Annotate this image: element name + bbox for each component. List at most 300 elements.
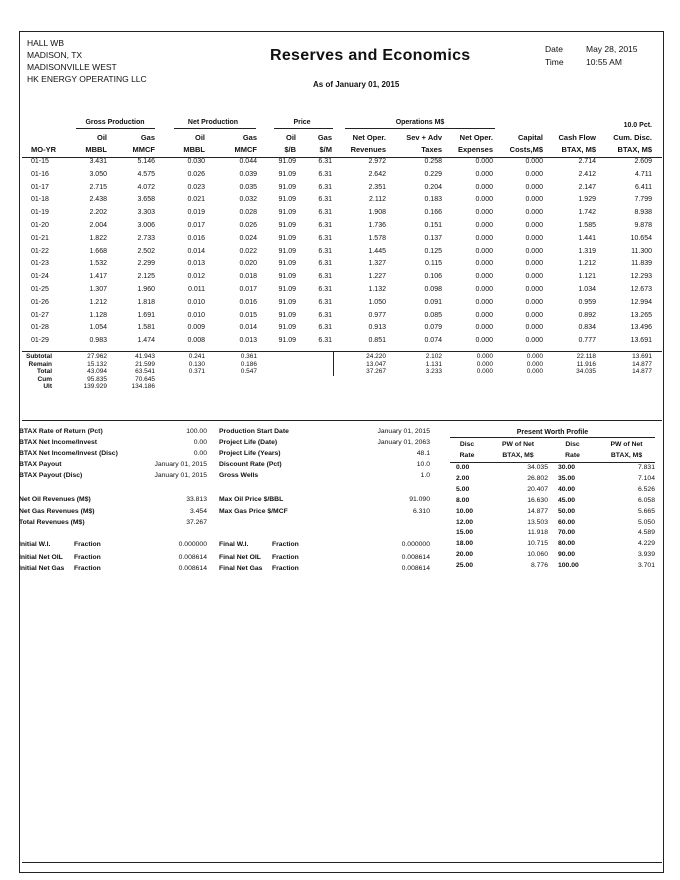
total-cell: 0.000 <box>526 368 543 376</box>
pw-cell: 3.939 <box>637 551 655 559</box>
table-cell: 1.034 <box>578 286 596 293</box>
table-cell: 0.137 <box>424 234 442 242</box>
total-cell: 13.691 <box>632 353 652 360</box>
total-cell: 41.943 <box>135 353 155 360</box>
group-price: Price <box>293 119 311 126</box>
table-cell: 6.31 <box>318 158 332 165</box>
total-cell: 22.118 <box>576 353 596 360</box>
table-cell: 0.151 <box>424 222 442 229</box>
pw-cell: 3.701 <box>637 562 655 570</box>
report-title: Reserves and Economics <box>270 47 471 64</box>
table-cell: 0.035 <box>239 183 257 191</box>
total-label: Subtotal <box>26 353 52 360</box>
date-value: May 28, 2015 <box>586 44 638 54</box>
table-cell: 3.050 <box>89 170 107 178</box>
table-cell: 6.31 <box>318 286 332 293</box>
pw-cell: 18.00 <box>456 540 474 548</box>
month-year-cell: 01-21 <box>31 234 49 242</box>
table-cell: 0.959 <box>578 298 596 306</box>
table-cell: 1.054 <box>89 324 107 332</box>
table-cell: 91.09 <box>278 183 296 191</box>
table-cell: 2.502 <box>137 247 155 255</box>
table-cell: 0.000 <box>525 337 543 345</box>
pw-cell: 10.00 <box>456 507 474 515</box>
table-cell: 0.017 <box>239 286 257 293</box>
month-year-cell: 01-28 <box>31 324 49 332</box>
table-cell: 0.019 <box>187 209 205 217</box>
fraction-value: 0.000000 <box>401 541 430 548</box>
pw-header: BTAX, M$ <box>502 452 534 459</box>
total-cell: 34.035 <box>576 368 596 376</box>
column-header: Capital <box>517 133 543 142</box>
summary-value: 91.090 <box>409 496 430 503</box>
table-cell: 0.000 <box>525 222 543 229</box>
column-header: Oil <box>194 133 205 142</box>
table-cell: 0.014 <box>239 324 257 332</box>
pw-header: BTAX, M$ <box>610 452 643 459</box>
table-cell: 6.31 <box>318 260 332 268</box>
table-cell: 0.892 <box>578 311 596 319</box>
table-cell: 0.015 <box>239 311 257 319</box>
table-cell: 2.715 <box>89 183 107 191</box>
pw-cell: 20.407 <box>527 485 548 493</box>
table-cell: 1.132 <box>368 286 386 293</box>
fraction-unit: Fraction <box>74 541 101 548</box>
table-cell: 1.668 <box>89 247 107 255</box>
table-cell: 0.074 <box>424 337 442 345</box>
table-cell: 0.021 <box>187 196 205 204</box>
table-cell: 0.000 <box>525 311 543 319</box>
column-header: MBBL <box>85 145 107 154</box>
table-cell: 0.258 <box>424 158 442 165</box>
pw-header: Rate <box>565 452 580 459</box>
table-cell: 3.658 <box>137 196 155 204</box>
table-cell: 91.09 <box>278 222 296 229</box>
summary-value: January 01, 2015 <box>377 428 430 435</box>
month-year-cell: 01-24 <box>31 273 49 281</box>
table-cell: 13.496 <box>630 324 652 332</box>
total-cell: 11.916 <box>576 360 596 368</box>
table-cell: 0.000 <box>475 247 493 255</box>
total-cell: 0.361 <box>240 353 257 360</box>
table-cell: 3.303 <box>137 209 155 217</box>
column-header: MMCF <box>132 145 155 154</box>
column-header: Revenues <box>350 145 386 154</box>
table-cell: 0.018 <box>239 273 257 281</box>
table-cell: 91.09 <box>278 337 296 345</box>
table-cell: 0.011 <box>188 286 205 293</box>
pw-header: Rate <box>459 452 475 459</box>
table-cell: 0.024 <box>239 234 257 242</box>
column-header: Gas <box>317 133 332 142</box>
underline-gross <box>76 128 155 129</box>
column-header: BTAX, M$ <box>617 145 652 154</box>
fraction-label: Final Net OIL <box>219 554 261 561</box>
month-year-cell: 01-17 <box>31 183 49 191</box>
well-name: HALL WB <box>27 38 65 48</box>
table-cell: 2.972 <box>368 158 386 165</box>
table-cell: 0.229 <box>424 170 442 178</box>
date-label: Date <box>545 44 563 54</box>
table-cell: 6.31 <box>318 247 332 255</box>
total-cell: 0.000 <box>476 360 493 368</box>
table-cell: 0.010 <box>187 311 205 319</box>
table-cell: 12.293 <box>630 273 652 281</box>
column-header: MBBL <box>183 145 205 154</box>
summary-label: Total Revenues (M$) <box>19 519 85 526</box>
total-cell: 14.877 <box>632 360 652 368</box>
month-year-cell: 01-19 <box>31 209 49 217</box>
pw-cell: 35.00 <box>558 474 576 482</box>
fraction-label: Final Net Gas <box>219 565 263 572</box>
total-cell: 1.131 <box>425 360 442 368</box>
table-cell: 2.438 <box>89 196 107 204</box>
summary-value: 3.454 <box>189 508 207 515</box>
table-cell: 0.026 <box>239 222 257 229</box>
table-cell: 0.913 <box>368 324 386 332</box>
table-cell: 2.642 <box>368 170 386 178</box>
table-cell: 0.183 <box>424 196 442 204</box>
table-cell: 0.016 <box>239 298 257 306</box>
table-cell: 13.691 <box>630 337 652 345</box>
fraction-unit: Fraction <box>272 541 299 548</box>
table-cell: 0.020 <box>239 260 257 268</box>
table-cell: 2.412 <box>578 170 596 178</box>
table-cell: 1.319 <box>578 247 596 255</box>
table-cell: 7.799 <box>634 196 652 204</box>
table-cell: 0.032 <box>239 196 257 204</box>
fraction-value: 0.008614 <box>178 565 207 572</box>
table-cell: 0.017 <box>187 222 205 229</box>
pw-cell: 4.589 <box>637 529 655 537</box>
time-label: Time <box>545 57 564 67</box>
pw-cell: 100.00 <box>558 562 579 570</box>
column-header: MMCF <box>234 145 257 154</box>
table-cell: 1.474 <box>137 337 155 345</box>
total-cell: 21.599 <box>135 360 155 368</box>
pw-cell: 80.00 <box>558 540 576 548</box>
summary-label: BTAX Payout <box>19 461 62 468</box>
fraction-value: 0.008614 <box>178 554 207 561</box>
total-cell: 0.000 <box>526 353 543 360</box>
summary-value: 37.267 <box>186 519 207 526</box>
table-cell: 11.300 <box>631 247 652 255</box>
table-cell: 0.000 <box>525 273 543 281</box>
pw-cell: 50.00 <box>558 507 576 515</box>
pw-cell: 11.918 <box>527 529 548 537</box>
table-cell: 1.929 <box>578 196 596 204</box>
table-cell: 91.09 <box>278 196 296 204</box>
summary-label: Discount Rate (Pct) <box>219 461 282 468</box>
table-cell: 0.000 <box>525 298 543 306</box>
summary-label: Max Gas Price $/MCF <box>219 508 288 515</box>
group-gross-production: Gross Production <box>85 119 145 126</box>
pw-cell: 34.035 <box>527 464 548 471</box>
total-cell: 0.000 <box>476 353 493 360</box>
pw-cell: 12.00 <box>456 518 474 526</box>
table-cell: 0.106 <box>424 273 442 281</box>
table-cell: 6.31 <box>318 273 332 281</box>
pw-cell: 10.060 <box>527 551 548 559</box>
summary-label: Production Start Date <box>219 428 289 435</box>
summary-label: BTAX Rate of Return (Pct) <box>19 428 103 435</box>
table-cell: 3.006 <box>137 222 155 229</box>
total-cell: 24.220 <box>366 353 386 360</box>
table-cell: 0.028 <box>239 209 257 217</box>
table-cell: 1.417 <box>89 273 107 281</box>
pw-cell: 7.831 <box>637 464 655 471</box>
table-cell: 6.31 <box>318 170 332 178</box>
total-cell: 2.102 <box>425 353 442 360</box>
table-cell: 2.004 <box>89 222 107 229</box>
column-header: Net Oper. <box>459 133 493 142</box>
total-cell: 13.047 <box>366 360 386 368</box>
table-cell: 0.010 <box>187 298 205 306</box>
pw-cell: 5.665 <box>637 507 655 515</box>
pw-cell: 4.229 <box>637 540 655 548</box>
table-cell: 6.31 <box>318 196 332 204</box>
pw-cell: 10.715 <box>527 540 548 548</box>
table-cell: 91.09 <box>278 170 296 178</box>
summary-value: 1.0 <box>420 472 430 479</box>
table-cell: 2.112 <box>369 196 386 204</box>
total-cell: 37.267 <box>366 368 386 376</box>
table-cell: 1.908 <box>368 209 386 217</box>
table-cell: 0.000 <box>525 183 543 191</box>
table-cell: 0.091 <box>424 298 442 306</box>
month-year-cell: 01-20 <box>31 222 49 229</box>
pw-cell: 20.00 <box>456 551 474 559</box>
total-cell: 0.186 <box>240 360 257 368</box>
total-cell: 134.186 <box>131 383 155 391</box>
table-cell: 1.227 <box>368 273 386 281</box>
table-cell: 0.000 <box>525 286 543 293</box>
column-header: Net Oper. <box>352 133 386 142</box>
table-cell: 0.039 <box>239 170 257 178</box>
table-cell: 12.673 <box>630 286 652 293</box>
table-cell: 11.839 <box>631 260 652 268</box>
table-cell: 0.000 <box>475 311 493 319</box>
underline-operations <box>345 128 495 129</box>
total-cell: 43.094 <box>87 368 107 376</box>
table-cell: 8.938 <box>634 209 652 217</box>
table-cell: 91.09 <box>278 311 296 319</box>
table-cell: 2.299 <box>137 260 155 268</box>
table-cell: 91.09 <box>278 324 296 332</box>
underline-net <box>174 128 256 129</box>
table-cell: 0.000 <box>475 158 493 165</box>
table-cell: 0.000 <box>475 273 493 281</box>
summary-value: 33.813 <box>186 496 207 503</box>
table-cell: 0.012 <box>187 273 205 281</box>
table-cell: 0.000 <box>525 209 543 217</box>
field-name: MADISONVILLE WEST <box>27 62 117 72</box>
operator-name: HK ENERGY OPERATING LLC <box>27 74 147 84</box>
table-cell: 6.31 <box>318 337 332 345</box>
table-cell: 91.09 <box>278 260 296 268</box>
table-cell: 1.327 <box>368 260 386 268</box>
column-header: Cash Flow <box>558 133 596 142</box>
table-cell: 3.431 <box>89 158 107 165</box>
table-cell: 0.044 <box>239 158 257 165</box>
table-cell: 0.834 <box>578 324 596 332</box>
table-cell: 6.31 <box>318 183 332 191</box>
summary-label: BTAX Payout (Disc) <box>19 472 83 479</box>
table-cell: 1.736 <box>368 222 386 229</box>
table-cell: 2.147 <box>578 183 596 191</box>
table-cell: 1.121 <box>578 273 596 281</box>
table-cell: 0.000 <box>475 196 493 204</box>
table-cell: 1.307 <box>89 286 107 293</box>
table-cell: 0.023 <box>187 183 205 191</box>
fraction-label: Initial Net Gas <box>19 565 65 572</box>
summary-label: Net Gas Revenues (M$) <box>19 508 95 515</box>
as-of-date: As of January 01, 2015 <box>313 80 400 89</box>
pw-header: Disc <box>565 441 580 448</box>
fraction-unit: Fraction <box>74 565 101 572</box>
pct-label: 10.0 Pct. <box>623 122 652 129</box>
table-cell: 0.977 <box>368 311 386 319</box>
group-net-production: Net Production <box>187 119 239 126</box>
subtotal-rule <box>22 351 662 352</box>
column-header: $/M <box>319 145 332 154</box>
table-cell: 2.125 <box>137 273 155 281</box>
total-cell: 27.962 <box>87 353 107 360</box>
summary-value: 10.0 <box>416 461 430 468</box>
table-cell: 5.146 <box>137 158 155 165</box>
table-cell: 91.09 <box>278 298 296 306</box>
table-cell: 0.000 <box>475 209 493 217</box>
table-cell: 1.822 <box>89 234 107 242</box>
total-cell: 3.233 <box>425 368 442 376</box>
summary-value: 0.00 <box>193 450 207 457</box>
table-cell: 91.09 <box>278 234 296 242</box>
column-header: $/B <box>284 145 296 154</box>
total-cell: 139.929 <box>83 383 107 391</box>
table-cell: 0.014 <box>187 247 205 255</box>
total-cell: 0.371 <box>188 368 205 376</box>
fraction-value: 0.000000 <box>178 541 207 548</box>
fraction-unit: Fraction <box>272 565 299 572</box>
table-cell: 0.000 <box>525 196 543 204</box>
table-cell: 1.585 <box>578 222 596 229</box>
table-cell: 0.000 <box>525 170 543 178</box>
column-header: Sev + Adv <box>406 133 442 142</box>
table-cell: 0.125 <box>424 247 442 255</box>
bottom-rule <box>22 862 662 863</box>
summary-value: January 01, 2063 <box>377 439 430 446</box>
table-cell: 1.212 <box>578 260 596 268</box>
table-cell: 0.115 <box>425 260 442 268</box>
column-header: Oil <box>285 133 296 142</box>
table-cell: 4.711 <box>635 170 652 178</box>
table-cell: 1.581 <box>137 324 155 332</box>
table-cell: 1.441 <box>578 234 596 242</box>
pw-cell: 26.802 <box>527 474 548 482</box>
summary-value: 0.00 <box>193 439 207 446</box>
month-year-cell: 01-15 <box>31 158 49 165</box>
column-header: Gas <box>242 133 257 142</box>
table-cell: 1.818 <box>137 298 155 306</box>
total-label: Cum <box>37 375 52 383</box>
total-cell: 0.241 <box>188 353 205 360</box>
summary-label: Project Life (Years) <box>219 450 281 457</box>
table-cell: 4.575 <box>137 170 155 178</box>
header-well-info <box>27 37 147 85</box>
pw-cell: 0.00 <box>456 464 470 471</box>
fraction-label: Initial W.I. <box>19 541 51 548</box>
month-year-cell: 01-16 <box>31 170 49 178</box>
table-cell: 0.000 <box>475 298 493 306</box>
column-header: Costs,M$ <box>509 145 543 154</box>
table-cell: 6.31 <box>318 222 332 229</box>
summary-value: 48.1 <box>416 450 430 457</box>
pw-cell: 13.503 <box>527 518 548 526</box>
table-cell: 1.742 <box>578 209 596 217</box>
month-year-cell: 01-22 <box>31 247 49 255</box>
pw-cell: 5.050 <box>637 518 655 526</box>
pw-cell: 2.00 <box>456 474 470 482</box>
group-operations: Operations M$ <box>395 119 445 126</box>
total-label: Remain <box>28 360 52 368</box>
table-cell: 6.31 <box>318 324 332 332</box>
summary-value: 6.310 <box>412 508 430 515</box>
fraction-label: Final W.I. <box>219 541 249 548</box>
table-cell: 4.072 <box>137 183 155 191</box>
pw-cell: 15.00 <box>456 529 474 537</box>
table-cell: 1.532 <box>89 260 107 268</box>
table-cell: 6.31 <box>318 311 332 319</box>
column-header: Oil <box>96 133 107 142</box>
pw-cell: 16.630 <box>527 496 548 504</box>
table-cell: 0.000 <box>475 324 493 332</box>
pw-cell: 90.00 <box>558 551 576 559</box>
table-cell: 0.000 <box>475 337 493 345</box>
summary-label: BTAX Net Income/Invest <box>19 439 98 446</box>
summary-label: Net Oil Revenues (M$) <box>19 496 91 503</box>
total-cell: 15.132 <box>87 360 107 368</box>
pw-cell: 60.00 <box>558 518 576 526</box>
table-cell: 1.691 <box>137 311 155 319</box>
table-cell: 6.411 <box>635 183 652 191</box>
table-cell: 2.714 <box>578 158 596 165</box>
pw-header: Disc <box>459 441 475 448</box>
table-cell: 91.09 <box>278 247 296 255</box>
table-cell: 0.000 <box>525 247 543 255</box>
table-cell: 6.31 <box>318 209 332 217</box>
table-cell: 91.09 <box>278 158 296 165</box>
total-cell: 63.541 <box>135 368 155 376</box>
summary-value: 100.00 <box>186 428 207 435</box>
table-cell: 0.013 <box>187 260 205 268</box>
table-cell: 91.09 <box>278 273 296 281</box>
totals-divider <box>333 351 334 376</box>
total-cell: 0.547 <box>240 368 257 376</box>
table-cell: 0.166 <box>424 209 442 217</box>
column-header: Gas <box>140 133 155 142</box>
column-header: BTAX, M$ <box>561 145 596 154</box>
table-cell: 0.009 <box>187 324 205 332</box>
table-cell: 0.851 <box>368 337 386 345</box>
pw-cell: 45.00 <box>558 496 576 504</box>
table-cell: 1.128 <box>89 311 107 319</box>
column-header: Taxes <box>421 145 442 154</box>
table-cell: 0.016 <box>187 234 205 242</box>
column-header: Cum. Disc. <box>613 133 652 142</box>
table-cell: 0.079 <box>424 324 442 332</box>
pw-cell: 30.00 <box>558 464 576 471</box>
column-header: Expenses <box>457 145 493 154</box>
